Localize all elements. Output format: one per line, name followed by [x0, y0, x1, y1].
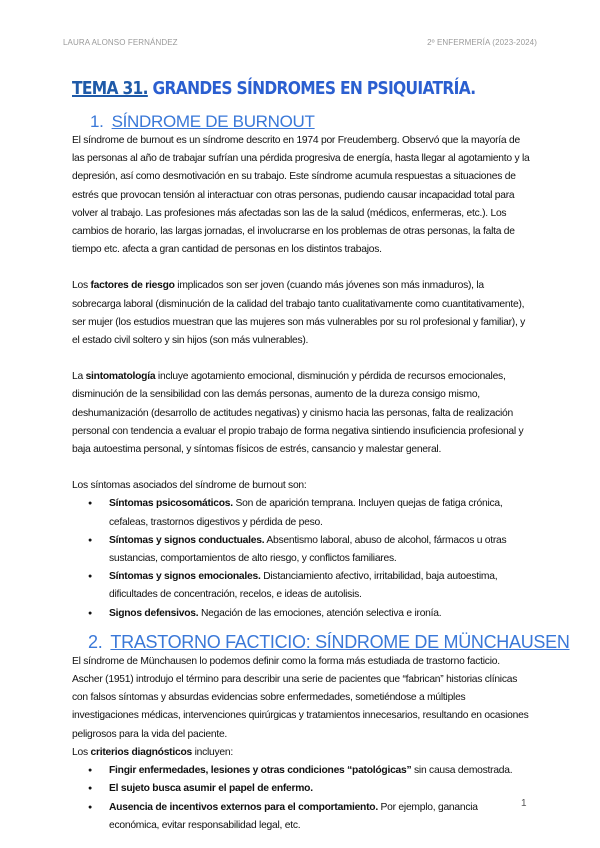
- symptoms-list-intro: Los síntomas asociados del síndrome de burnout son:: [72, 480, 307, 492]
- section-heading-burnout: [72, 112, 530, 132]
- list-item: ● El sujeto busca asumir el papel de enfermo.: [109, 780, 530, 798]
- section-number: 2.: [88, 631, 103, 652]
- symptomatology-term: sintomatología: [85, 371, 156, 383]
- list-item: ● Síntomas psicosomáticos. Son de aparición temprana. Incluyen quejas de fatiga crónica, cefaleas, trastornos digestivos y pérdida de peso.: [109, 495, 530, 531]
- section-heading-munchausen: [72, 631, 570, 653]
- munchausen-intro-paragraph: El síndrome de Münchausen lo podemos definir como la forma más estudiada de trastorno facticio. Ascher (1951) introdujo el término para describir una serie de pacientes que “fabrican” historias clínicas con falsos síntomas y absurdas evidencias sobre enfermedades, sometiéndose a múltiples investigaciones médicas, intervenciones quirúrgicas y tratamientos innecesarios, resultando en ocasiones peligrosos para la vida del paciente.: [72, 655, 529, 740]
- list-item: ● Fingir enfermedades, lesiones y otras condiciones “patológicas” sin causa demostrada.: [109, 762, 530, 780]
- author-name: LAURA ALONSO FERNÁNDEZ: [63, 38, 178, 47]
- title-prefix: TEMA 31.: [72, 78, 148, 99]
- course-label: 2º ENFERMERÍA (2023-2024): [427, 38, 537, 47]
- list-item: ● Ausencia de incentivos externos para el comportamiento. Por ejemplo, ganancia económica, evitar responsabilidad legal, etc.: [109, 799, 530, 835]
- list-item: ● Signos defensivos. Negación de las emociones, atención selectiva e ironía.: [109, 605, 530, 623]
- title-main: GRANDES SÍNDROMES EN PSIQUIATRÍA.: [147, 78, 476, 99]
- document-body: [72, 112, 570, 835]
- section-number: 1.: [90, 112, 104, 131]
- symptomatology-paragraph: La sintomatología incluye agotamiento emocional, disminución y pérdida de recursos emocionales, disminución de la sensibilidad con las demás personas, aumento de la dureza consigo mismo, deshumanización (desarrollo de actitudes negativas) y cinismo hacia las personas, falta de realización personal con tendencia a evaluar el propio trabajo de forma negativa sintiendo insuficiencia profesional y baja autoestima personal, y síntomas físicos de estrés, cansancio y malestar general.: [72, 371, 524, 456]
- section-title: TRASTORNO FACTICIO: SÍNDROME DE MÜNCHAUSEN: [110, 631, 570, 652]
- section-title: SÍNDROME DE BURNOUT: [111, 112, 315, 131]
- list-item: ● Síntomas y signos emocionales. Distanciamiento afectivo, irritabilidad, baja autoestima, dificultades de concentración, recelos, e ideas de autolisis.: [109, 568, 530, 604]
- page-header: [63, 38, 537, 47]
- page-number: 1: [521, 798, 527, 809]
- burnout-intro-paragraph: El síndrome de burnout es un síndrome descrito en 1974 por Freudemberg. Observó que la mayoría de las personas al año de trabajar sufrían una pérdida progresiva de energía, hasta llegar al agotamiento y la depresión, así como desmotivación en su trabajo. Este síndrome acumula respuestas a situaciones de estrés que provocan tensión al interactuar con otras personas, pudiendo causar incapacidad total para volver al trabajo. Las profesiones más afectadas son las de la salud (médicos, enfermeras, etc.). Los cambios de horario, las largas jornadas, el involucrarse en los problemas de otras personas, la falta de tiempo etc. afecta a gran cantidad de personas en los distintos trabajos.: [72, 135, 530, 256]
- diagnostic-criteria-list: [72, 762, 530, 835]
- list-item: ● Síntomas y signos conductuales. Absentismo laboral, abuso de alcohol, fármacos u otras sustancias, comportamientos de alto riesgo, y conflictos familiares.: [109, 532, 530, 568]
- document-title: [72, 78, 475, 99]
- risk-factors-paragraph: Los factores de riesgo implicados son ser joven (cuando más jóvenes son más inmaduros), la sobrecarga laboral (disminución de la calidad del trabajo tanto cualitativamente como cuantitativamente), ser mujer (los estudios muestran que las mujeres son más vulnerables por su rol profesional y familiar), y el estado civil soltero y sin hijos (son más vulnerables).: [72, 280, 526, 347]
- risk-factors-term: factores de riesgo: [90, 280, 175, 292]
- criteria-intro: Los criterios diagnósticos incluyen:: [72, 746, 233, 758]
- criteria-term: criterios diagnósticos: [90, 746, 192, 758]
- burnout-symptoms-list: [72, 495, 530, 622]
